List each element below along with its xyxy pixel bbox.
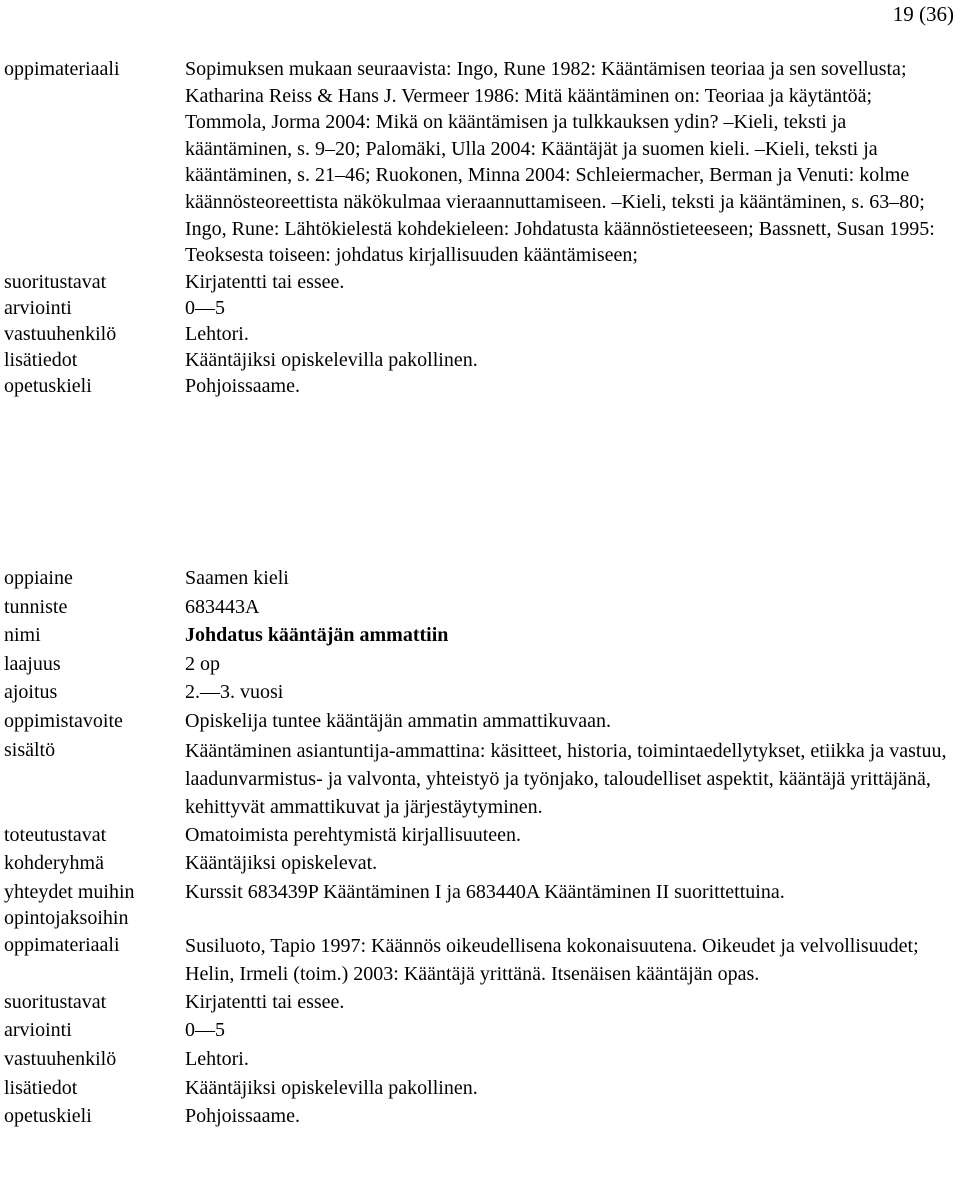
row-sisalto [4, 737, 949, 822]
field-label: tunniste [4, 595, 68, 618]
row-lisatiedot [4, 1075, 949, 1104]
row-nimi [4, 622, 949, 651]
field-label: nimi [4, 624, 41, 647]
row-ajoitus [4, 679, 949, 708]
field-value: Kääntäjiksi opiskelevat. [185, 852, 378, 875]
field-value: Kääntäjiksi opiskelevilla pakollinen. [185, 1076, 478, 1099]
field-value: 2 op [185, 652, 220, 675]
course-block-683443A [4, 565, 949, 1132]
field-value: Saamen kieli [185, 567, 289, 589]
field-value: Susiluoto, Tapio 1997: Käännös oikeudellisena kokonaisuutena. Oikeudet ja velvollisuudet; Helin, Irmeli (toim.) 2003: Kääntäjä yrittänä. Itsenäisen kääntäjän opas. [185, 934, 919, 986]
row-vastuuhenkilo [4, 1046, 949, 1075]
field-value: Kääntäminen asiantuntija-ammattina: käsitteet, historia, toimintaedellytykset, etiikka ja vastuu, laadunvarmistus- ja valvonta, yhteistyö ja työnjako, taloudelliset aspektit, kääntäjä yrittäjänä, kehittyvät ammattikuvat ja järjestäytyminen. [185, 739, 947, 819]
field-value: 0—5 [185, 296, 225, 319]
course-block-previous [4, 56, 949, 399]
field-value: Kirjatentti tai essee. [185, 990, 345, 1013]
row-opetuskieli [4, 1103, 949, 1132]
row-opetuskieli [4, 373, 949, 399]
row-tunniste [4, 594, 949, 623]
field-value: Lehtori. [185, 322, 249, 345]
course-name: Johdatus kääntäjän ammattiin [185, 624, 449, 647]
field-label: oppiaine [4, 567, 73, 589]
row-oppimistavoite [4, 708, 949, 737]
row-laajuus [4, 651, 949, 680]
field-label: sisältö [4, 738, 56, 761]
field-label: oppimateriaali [4, 58, 120, 80]
field-label: kohderyhmä [4, 852, 104, 875]
row-lisatiedot [4, 347, 949, 373]
field-label: opetuskieli [4, 1105, 92, 1128]
field-value: Pohjoissaame. [185, 1105, 300, 1128]
field-label: lisätiedot [4, 1076, 78, 1099]
row-arviointi [4, 1017, 949, 1046]
field-label: oppimateriaali [4, 933, 120, 956]
field-value: Kurssit 683439P Kääntäminen I ja 683440A Kääntäminen II suorittettuina. [185, 880, 785, 903]
field-value: 0—5 [185, 1019, 225, 1042]
field-value: Kääntäjiksi opiskelevilla pakollinen. [185, 348, 478, 371]
field-label: yhteydet muihin opintojaksoihin [4, 880, 135, 930]
field-label: oppimistavoite [4, 709, 123, 732]
row-toteutustavat [4, 822, 949, 851]
row-oppimateriaali [4, 56, 949, 269]
row-yhteydet [4, 879, 949, 932]
field-label: arviointi [4, 296, 72, 319]
field-label: suoritustavat [4, 990, 107, 1013]
row-arviointi [4, 295, 949, 321]
field-value: Opiskelija tuntee kääntäjän ammatin ammattikuvaan. [185, 709, 611, 732]
row-vastuuhenkilo [4, 321, 949, 347]
field-value: 2.—3. vuosi [185, 681, 284, 704]
field-label: vastuuhenkilö [4, 322, 117, 345]
field-value: 683443A [185, 595, 260, 618]
field-value: Sopimuksen mukaan seuraavista: Ingo, Rune 1982: Kääntämisen teoriaa ja sen sovellusta; Katharina Reiss & Hans J. Vermeer 1986: Mitä kääntäminen on: Teoriaa ja käytäntöä; Tommola, Jorma 2004: Mikä on kääntämisen ja tulkkauksen ydin? –Kieli, teksti ja kääntäminen, s. 9–20; Palomäki, Ulla 2004: Kääntäjät ja suomen kieli. –Kieli, teksti ja kääntäminen, s. 21–46; Ruokonen, Minna 2004: Schleiermacher, Berman ja Venuti: kolme käännösteoreettista näkökulmaa vieraannuttamiseen. –Kieli, teksti ja kääntäminen, s. 63–80; Ingo, Rune: Lähtökielestä kohdekieleen: Johdatusta käännöstieteeseen; Bassnett, Susan 1995: Teoksesta toiseen: johdatus kirjallisuuden kääntämiseen; [185, 58, 935, 267]
row-oppiaine [4, 565, 949, 594]
field-label: toteutustavat [4, 823, 107, 846]
row-oppimateriaali [4, 932, 949, 989]
field-value: Omatoimista perehtymistä kirjallisuuteen. [185, 823, 522, 846]
field-value: Lehtori. [185, 1047, 249, 1070]
field-label: lisätiedot [4, 348, 78, 371]
field-value: Pohjoissaame. [185, 374, 300, 397]
row-suoritustavat [4, 269, 949, 295]
row-suoritustavat [4, 989, 949, 1018]
field-label: arviointi [4, 1019, 72, 1042]
row-kohderyhma [4, 850, 949, 879]
field-label: suoritustavat [4, 270, 107, 293]
field-label: ajoitus [4, 681, 58, 704]
page-number: 19 (36) [892, 2, 954, 26]
field-label: opetuskieli [4, 374, 92, 397]
field-label: laajuus [4, 652, 61, 675]
field-value: Kirjatentti tai essee. [185, 270, 345, 293]
field-label: vastuuhenkilö [4, 1047, 117, 1070]
